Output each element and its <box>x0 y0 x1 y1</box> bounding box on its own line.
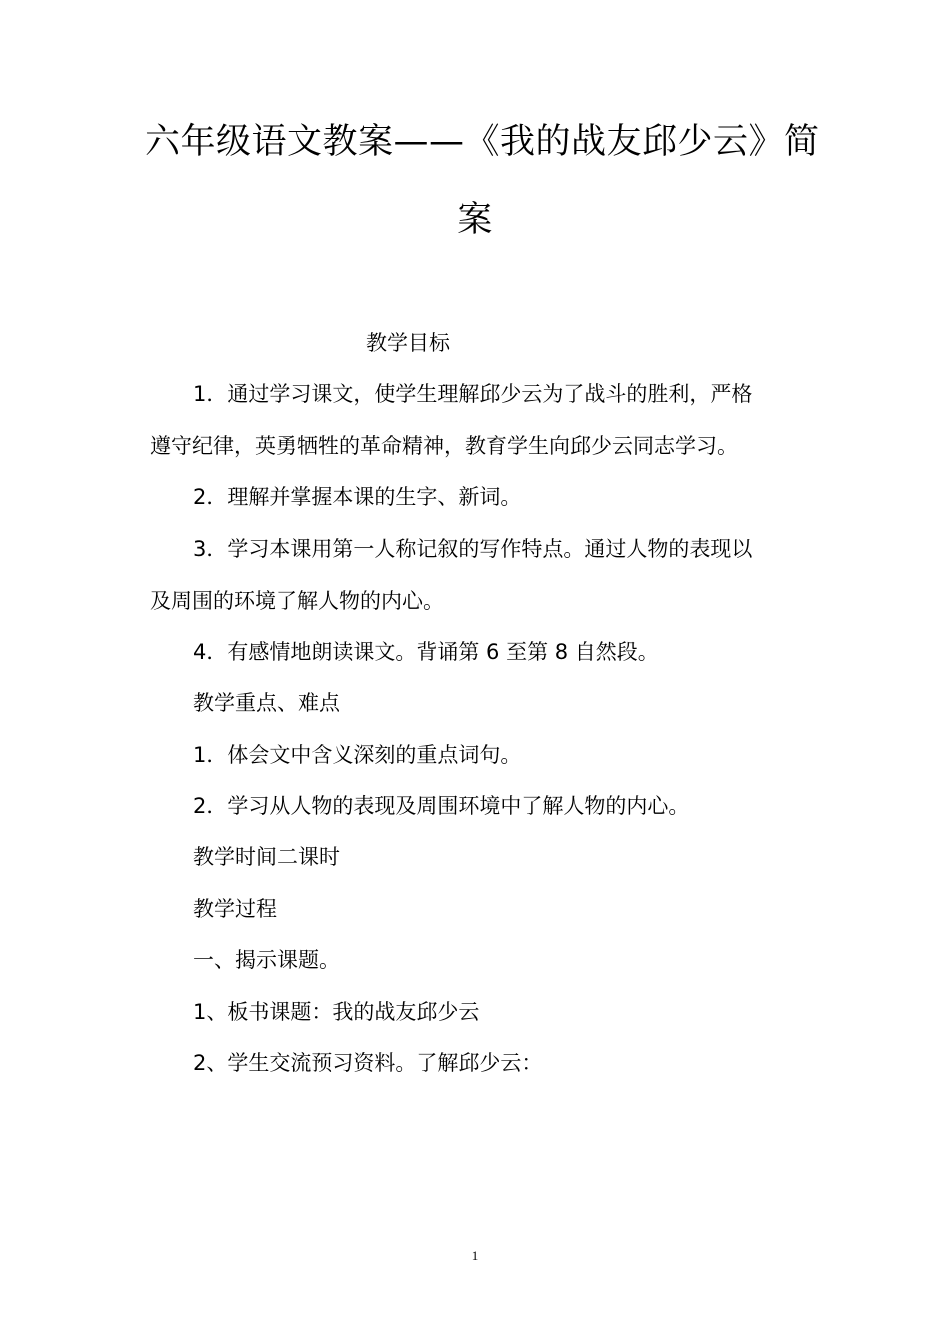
subheading: 教学重点、难点 <box>193 691 340 715</box>
page-number: 1 <box>471 1248 479 1263</box>
paragraph-line: 遵守纪律，英勇牺牲的革命精神，教育学生向邱少云同志学习。 <box>150 434 738 458</box>
paragraph-line: 2、学生交流预习资料。了解邱少云： <box>193 1051 543 1075</box>
paragraph-line: 2．理解并掌握本课的生字、新词。 <box>193 485 522 509</box>
paragraph-line: 1．通过学习课文，使学生理解邱少云为了战斗的胜利，严格 <box>193 382 753 406</box>
paragraph-line: 1、板书课题：我的战友邱少云 <box>193 1000 480 1024</box>
document-title-line-2: 案 <box>457 200 493 240</box>
paragraph-line: 3．学习本课用第一人称记叙的写作特点。通过人物的表现以 <box>193 537 753 561</box>
section-heading: 教学目标 <box>366 331 450 355</box>
paragraph-line: 及周围的环境了解人物的内心。 <box>150 589 444 613</box>
paragraph-line: 4．有感情地朗读课文。背诵第 6 至第 8 自然段。 <box>193 640 659 664</box>
paragraph-line: 一、揭示课题。 <box>193 948 340 972</box>
subheading: 教学过程 <box>193 897 277 921</box>
document-title-line-1: 六年级语文教案——《我的战友邱少云》简 <box>145 122 820 162</box>
paragraph-line: 1．体会文中含义深刻的重点词句。 <box>193 743 522 767</box>
paragraph-line: 2．学习从人物的表现及周围环境中了解人物的内心。 <box>193 794 690 818</box>
subheading: 教学时间二课时 <box>193 845 340 869</box>
